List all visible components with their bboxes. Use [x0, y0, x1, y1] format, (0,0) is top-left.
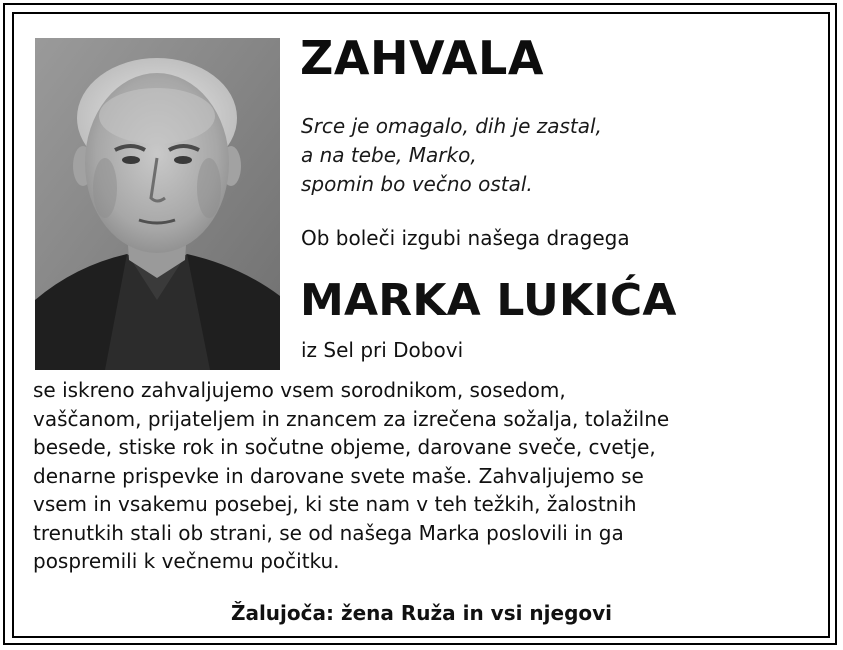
notice-title: ZAHVALA — [300, 31, 544, 85]
paragraph-line: besede, stiske rok in sočutne objeme, darovane sveče, cvetje, — [33, 435, 656, 459]
portrait-photo — [35, 38, 280, 370]
memorial-verse — [301, 112, 602, 199]
paragraph-line: pospremili k večnemu počitku. — [33, 549, 340, 573]
paragraph-line: vaščanom, prijateljem in znancem za izrečena sožalja, tolažilne — [33, 406, 670, 431]
verse-line: spomin bo večno ostal. — [301, 172, 533, 196]
paragraph-line: trenutkih stali ob strani, se od našega Marka poslovili in ga — [33, 520, 624, 545]
deceased-place: iz Sel pri Dobovi — [301, 338, 464, 362]
verse-line: a na tebe, Marko, — [301, 143, 477, 167]
paragraph-line: denarne prispevke in darovane svete maše. Zahvaljujemo se — [33, 463, 644, 488]
intro-text: Ob boleči izgubi našega dragega — [301, 226, 630, 250]
verse-line: Srce je omagalo, dih je zastal, — [301, 114, 602, 138]
signature: Žalujoča: žena Ruža in vsi njegovi — [230, 601, 613, 625]
paragraph-line: vsem in vsakemu posebej, ki ste nam v teh težkih, žalostnih — [33, 492, 637, 516]
paragraph-line: se iskreno zahvaljujemo vsem sorodnikom, sosedom, — [33, 378, 566, 402]
deceased-name: MARKA LUKIĆA — [300, 275, 677, 326]
thanks-paragraph — [33, 376, 669, 576]
